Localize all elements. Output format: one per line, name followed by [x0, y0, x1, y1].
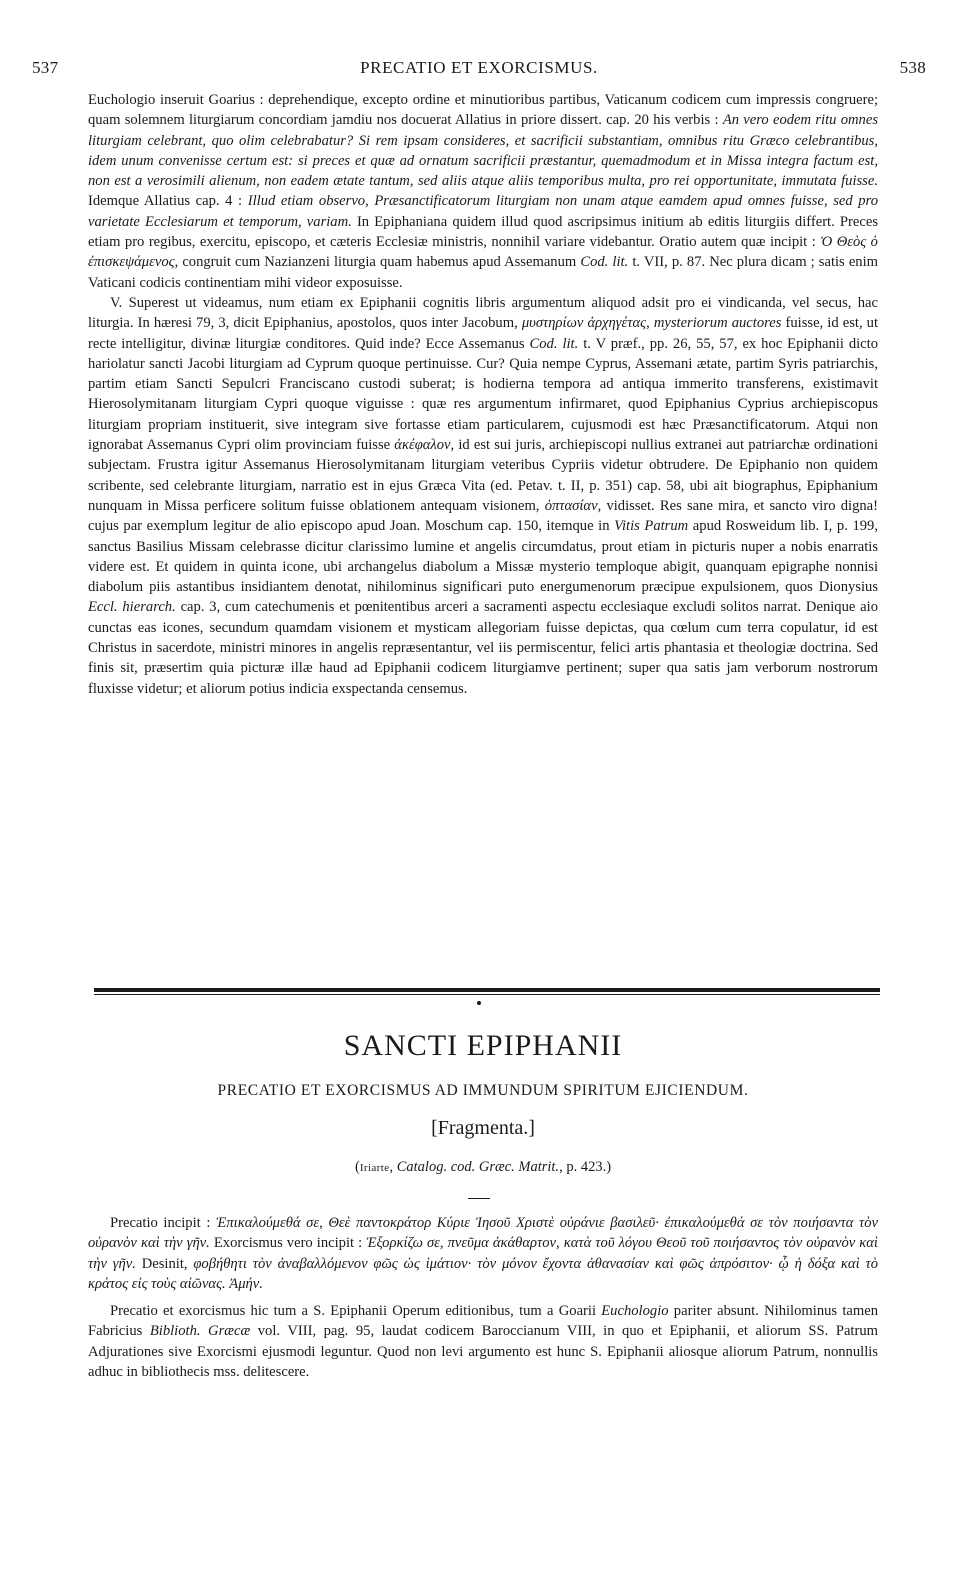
section-divider — [94, 988, 880, 997]
running-head — [32, 58, 926, 82]
divider-thin-line — [94, 994, 880, 995]
page-number-left: 537 — [32, 58, 59, 77]
paragraph-allatius: Euchologio inseruit Goarius : deprehendique, excepto ordine et minutioribus partibus, Vaticanum codicem cum impressis congruere; quam solemnem liturgiarum concordiam jamdiu nos docuerat Allatius in priore dissert. cap. 20 his verbis : An vero eodem ritu omnes liturgiam celebrant, quo olim celebrabatur? Si rem ipsam consideres, et sacrificii substantiam, omnibus ritu Græco celebrantibus, idem unum convenisse certum est: si preces et quæ ad ornatum sacrificii præstantur, quemadmodum et in Missa integra factum est, non est a verosimili alienum, non eadem ætate tantum, sed aliis atque aliis temporibus multa, pro rei opportunitate, immutata fuisse. Idemque Allatius cap. 4 : Illud etiam observo, Præsanctificatorum liturgiam non unam atque eamdem apud omnes fuisse, sed pro varietate Ecclesiarum et temporum, variam. In Epiphaniana quidem illud quod ascripsimus initium ab editis liturgiis differt. Preces etiam pro regibus, exercitu, episcopo, et cæteris Ecclesiæ ministris, nonnihil variare videbantur. Oratio autem quæ incipit : Ὁ Θεὸς ὁ ἐπισκεψάμενος, congruit cum Nazianzeni liturgia quam habemus apud Assemanum Cod. lit. t. VII, p. 87. Nec plura dicam ; satis enim Vaticani codicis continentiam mihi videor exposuisse. — [88, 92, 879, 291]
fragment-label: [Fragmenta.] — [431, 1117, 535, 1139]
paragraph-section-v: V. Superest ut videamus, num etiam ex Epiphanii cognitis libris argumentum aliquod adsit pro ei vindicanda, vel secus, hac liturgia. In hæresi 79, 3, dicit Epiphanius, apostolos, quos inter Jacobum, μυστηρίων ἀρχηγέτας, mysteriorum auctores fuisse, id est, ut recte intelligitur, divinæ liturgiæ conditores. Quid inde? Ecce Assemanus Cod. lit. t. V præf., pp. 26, 55, 57, ex hoc Epiphanii dicto hariolatur sancti Jacobi liturgiam ad Cyprum quoque pertinuisse. Cur? Quia nempe Cyprus, Assemani ætate, partim Syris patriarchis, partim etiam Sancti Sepulcri Franciscano custodi suberat; is hodierna tempora ad antiqua immerito transferens, existimavit Hierosolymitanam liturgiam Cypri quoque viguisse : quæ res argumentum infirmaret, quod Epiphanius Cyprius archiepiscopus liturgiam propriam instituerit, sive integram sive fortasse etiam particularem, cujusmodi est hæc Præsanctificatorum. Atqui non ignorabat Assemanus Cypri olim provinciam fuisse ἀκέφαλον, id est sui juris, archiepiscopi nullius extranei aut patriarchæ ordinationi subjectam. Frustra igitur Assemanus Hierosolymitanam liturgiam veteribus Cypriis videtur obtrudere. De Epiphanio non quidem scribente, sed celebrante liturgiam, narratio est in ejus Græca Vita (ed. Petav. t. II, p. 351) cap. 58, ubi ait biographus, Epiphanium nunquam in Missa perficere solitum fuisse oblationem antequam visionem, ὀπτασίαν, vidisset. Res sane mira, et sancto viro digna! cujus par exemplum legitur de alio episcopo apud Joan. Moschum cap. 150, itemque in Vitis Patrum apud Rosweidum lib. I, p. 199, sanctus Basilius Missam celebrasse dicitur clarissimo lumine et angelis circumdatus, prout etiam in picturis nuper a nobis enarratis videre est. Et quidem in quinta icone, ubi archangelus diabolum a Missæ mysterio temploque abigit, quanquam epigraphe nonnisi diabolum piis astantibus insidiantem denotat, nihilominus significari puto energumenorum præcipue expulsionem, quos Dionysius Eccl. hierarch. cap. 3, cum catechumenis et pœnitentibus arceri a sacramenti aspectu ecclesiaque excludi solitos narrat. Denique aio cunctas eas icones, secundum quamdam visionem et mysticam allegoriam fuisse depictas, qua cœlum cum terra copulatur, id est Christus in sacerdote, ministri minores in angelis repræsentantur, vel iis permiscentur, felici artis phantasia et theologiæ doctrina. Sed finis sit, præsertim quia picturæ illæ haud ad Epiphanii codicem liturgiamve pertinent; super qua satis jam verborum nostrorum fluxisse videtur; et aliorum potius indicia exspectanda censemus. — [88, 294, 879, 697]
divider-dot — [477, 1001, 481, 1005]
divider-thick-line — [94, 988, 880, 992]
upper-text-block — [88, 90, 878, 699]
section-subtitle: PRECATIO ET EXORCISMUS AD IMMUNDUM SPIRITUM EJICIENDUM. — [217, 1082, 749, 1099]
section-title: SANCTI EPIPHANII — [343, 1029, 623, 1062]
short-divider — [468, 1198, 490, 1199]
paragraph-fabricius: Precatio et exorcismus hic tum a S. Epiphanii Operum editionibus, tum a Goarii Euchologio pariter absunt. Nihilominus tamen Fabricius Biblioth. Græcæ vol. VIII, pag. 95, laudat codicem Baroccianum VIII, in quo et Epiphanii, et aliorum SS. Patrum Adjurationes sive Exorcismi ejusmodi leguntur. Quod non levi argumento est hunc S. Epiphanii aliosque aliorum Patrum, nonnullis adhuc in bibliothecis mss. delitescere. — [88, 1303, 878, 1381]
running-title: PRECATIO ET EXORCISMUS. — [360, 58, 598, 77]
page-number-right: 538 — [899, 58, 926, 77]
lower-text-block — [88, 1213, 878, 1382]
paragraph-precatio: Precatio incipit : Ἐπικαλούμεθά σε, Θεὲ παντοκράτορ Κύριε Ἰησοῦ Χριστὲ οὐράνιε βασιλεῦ· ἐπικαλούμεθά σε τὸν ποιήσαντα τὸν οὐρανὸν καὶ τὴν γῆν. Exorcismus vero incipit : Ἐξορκίζω σε, πνεῦμα ἀκάθαρτον, κατὰ τοῦ λόγου Θεοῦ τοῦ ποιήσαντος τὸν οὐρανὸν καὶ τὴν γῆν. Desinit, φοβήθητι τὸν ἀναβαλλόμενον φῶς ὡς ἱμάτιον· τὸν μόνον ἔχοντα ἀθανασίαν καὶ φῶς ἀπρόσιτον· ᾧ ἡ δόξα καὶ τὸ κράτος εἰς τοὺς αἰῶνας. Ἀμήν. — [88, 1215, 878, 1292]
source-citation: (Iriarte, Catalog. cod. Græc. Matrit., p. 423.) — [354, 1159, 612, 1175]
